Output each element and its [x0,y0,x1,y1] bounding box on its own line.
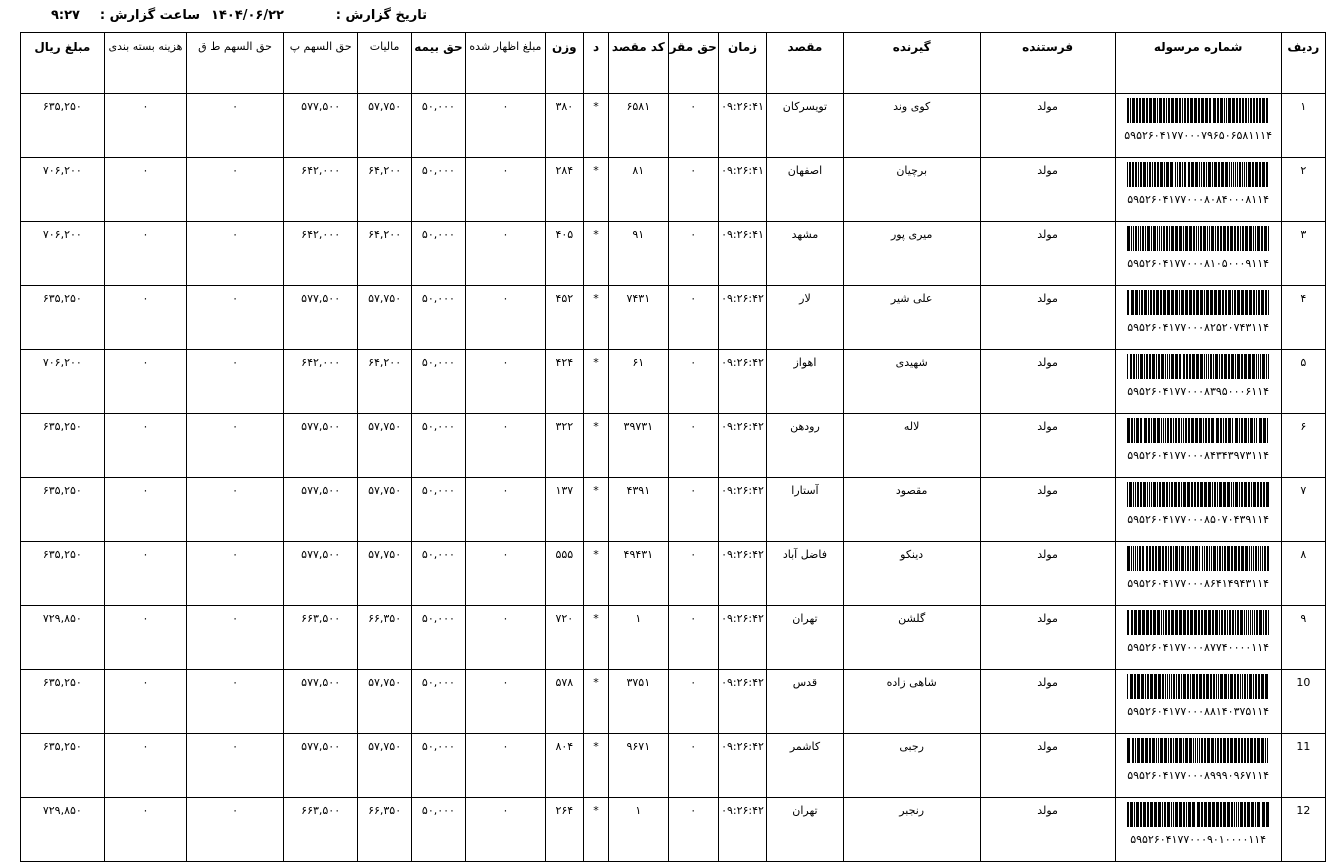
barcode-icon [1127,738,1269,763]
amount-rial: ۷۲۹,۸۵۰ [21,606,105,670]
sender: مولد [980,286,1115,350]
time: ۰۹:۲۶:۴۲ [718,734,766,798]
row-index: ۳ [1281,222,1325,286]
amount-rial: ۶۳۵,۲۵۰ [21,94,105,158]
destination: لار [767,286,844,350]
destination-code: ۱ [609,606,668,670]
declared-amount: ۰ [466,542,546,606]
receiver: رجبی [843,734,980,798]
sender: مولد [980,94,1115,158]
tracking-cell [1115,798,1281,862]
d-flag: * [583,478,608,542]
row-index: 11 [1281,734,1325,798]
col-header: حق بیمه [411,33,465,94]
row-index: ۴ [1281,286,1325,350]
declared-amount: ۰ [466,414,546,478]
tracking-cell [1115,158,1281,222]
d-flag: * [583,734,608,798]
haq-maqar: ۰ [668,414,718,478]
share-tq: ۰ [187,734,284,798]
tracking-cell [1115,606,1281,670]
weight: ۲۸۴ [545,158,583,222]
haq-maqar: ۰ [668,670,718,734]
share-tq: ۰ [187,798,284,862]
destination: قدس [767,670,844,734]
packing-cost: ۰ [104,734,187,798]
declared-amount: ۰ [466,478,546,542]
table-row [21,798,1326,862]
haq-maqar: ۰ [668,222,718,286]
destination: فاضل آباد [767,542,844,606]
haq-maqar: ۰ [668,158,718,222]
share-p: ۶۴۲,۰۰۰ [283,158,358,222]
d-flag: * [583,606,608,670]
share-tq: ۰ [187,670,284,734]
table-row [21,414,1326,478]
amount-rial: ۶۳۵,۲۵۰ [21,478,105,542]
destination-code: ۱ [609,798,668,862]
packing-cost: ۰ [104,478,187,542]
share-tq: ۰ [187,478,284,542]
share-tq: ۰ [187,350,284,414]
tracking-cell [1115,222,1281,286]
insurance: ۵۰,۰۰۰ [411,350,465,414]
share-p: ۵۷۷,۵۰۰ [283,542,358,606]
share-tq: ۰ [187,286,284,350]
share-p: ۵۷۷,۵۰۰ [283,478,358,542]
table-row [21,350,1326,414]
time: ۰۹:۲۶:۴۲ [718,478,766,542]
receiver: گلشن [843,606,980,670]
barcode-icon [1127,98,1269,123]
destination: تویسرکان [767,94,844,158]
report-date: ۱۴۰۴/۰۶/۲۲ [211,8,284,23]
tracking-number: ۵۹۵۲۶۰۴۱۷۷۰۰۰۷۹۶۵۰۶۵۸۱۱۱۴ [1124,129,1272,142]
packing-cost: ۰ [104,798,187,862]
tracking-number: ۵۹۵۲۶۰۴۱۷۷۰۰۰۸۲۵۲۰۷۴۳۱۱۴ [1127,321,1270,334]
barcode-icon [1127,418,1269,443]
d-flag: * [583,94,608,158]
sender: مولد [980,542,1115,606]
haq-maqar: ۰ [668,478,718,542]
declared-amount: ۰ [466,734,546,798]
tracking-cell [1115,414,1281,478]
insurance: ۵۰,۰۰۰ [411,286,465,350]
amount-rial: ۶۳۵,۲۵۰ [21,286,105,350]
report-time: ۹:۲۷ [50,8,80,23]
receiver: رنجبر [843,798,980,862]
time: ۰۹:۲۶:۴۲ [718,542,766,606]
share-p: ۵۷۷,۵۰۰ [283,670,358,734]
tracking-cell [1115,734,1281,798]
receiver: شاهی زاده [843,670,980,734]
destination: تهران [767,798,844,862]
insurance: ۵۰,۰۰۰ [411,542,465,606]
packing-cost: ۰ [104,222,187,286]
destination-code: ۹۶۷۱ [609,734,668,798]
destination: کاشمر [767,734,844,798]
amount-rial: ۶۳۵,۲۵۰ [21,734,105,798]
destination-code: ۶۵۸۱ [609,94,668,158]
declared-amount: ۰ [466,94,546,158]
tracking-number: ۵۹۵۲۶۰۴۱۷۷۰۰۰۸۰۸۴۰۰۰۸۱۱۴ [1127,193,1270,206]
weight: ۵۵۵ [545,542,583,606]
tax: ۵۷,۷۵۰ [358,670,411,734]
destination: آستارا [767,478,844,542]
row-index: ۷ [1281,478,1325,542]
weight: ۷۲۰ [545,606,583,670]
share-p: ۶۴۲,۰۰۰ [283,350,358,414]
share-tq: ۰ [187,158,284,222]
packing-cost: ۰ [104,94,187,158]
declared-amount: ۰ [466,222,546,286]
d-flag: * [583,286,608,350]
packing-cost: ۰ [104,542,187,606]
time: ۰۹:۲۶:۴۱ [718,222,766,286]
declared-amount: ۰ [466,286,546,350]
tax: ۵۷,۷۵۰ [358,542,411,606]
tax: ۵۷,۷۵۰ [358,478,411,542]
barcode-icon [1127,354,1269,379]
barcode-icon [1127,290,1269,315]
insurance: ۵۰,۰۰۰ [411,158,465,222]
time: ۰۹:۲۶:۴۲ [718,350,766,414]
share-tq: ۰ [187,222,284,286]
receiver: برچیان [843,158,980,222]
col-header: فرستنده [980,33,1115,94]
declared-amount: ۰ [466,606,546,670]
haq-maqar: ۰ [668,94,718,158]
share-p: ۶۶۳,۵۰۰ [283,798,358,862]
share-tq: ۰ [187,414,284,478]
tracking-number: ۵۹۵۲۶۰۴۱۷۷۰۰۰۸۹۹۹۰۹۶۷۱۱۴ [1127,769,1270,782]
insurance: ۵۰,۰۰۰ [411,222,465,286]
declared-amount: ۰ [466,350,546,414]
tracking-number: ۵۹۵۲۶۰۴۱۷۷۰۰۰۹۰۱۰۰۰۰۱۱۴ [1130,833,1267,846]
share-p: ۵۷۷,۵۰۰ [283,286,358,350]
weight: ۳۲۲ [545,414,583,478]
col-header: مبلغ ریال [21,33,105,94]
destination: رودهن [767,414,844,478]
col-header: د [583,33,608,94]
d-flag: * [583,414,608,478]
tracking-cell [1115,94,1281,158]
haq-maqar: ۰ [668,606,718,670]
destination-code: ۴۳۹۱ [609,478,668,542]
amount-rial: ۶۳۵,۲۵۰ [21,542,105,606]
insurance: ۵۰,۰۰۰ [411,606,465,670]
table-header-row [21,33,1326,94]
shipments-table [20,32,1326,862]
insurance: ۵۰,۰۰۰ [411,798,465,862]
barcode-icon [1127,162,1269,187]
col-header: زمان [718,33,766,94]
tax: ۵۷,۷۵۰ [358,286,411,350]
amount-rial: ۷۲۹,۸۵۰ [21,798,105,862]
tax: ۶۶,۳۵۰ [358,606,411,670]
col-header: وزن [545,33,583,94]
insurance: ۵۰,۰۰۰ [411,478,465,542]
sender: مولد [980,798,1115,862]
share-p: ۶۴۲,۰۰۰ [283,222,358,286]
weight: ۴۵۲ [545,286,583,350]
weight: ۲۶۴ [545,798,583,862]
time: ۰۹:۲۶:۴۱ [718,94,766,158]
insurance: ۵۰,۰۰۰ [411,734,465,798]
amount-rial: ۷۰۶,۲۰۰ [21,222,105,286]
tax: ۵۷,۷۵۰ [358,94,411,158]
share-p: ۵۷۷,۵۰۰ [283,414,358,478]
sender: مولد [980,350,1115,414]
tracking-number: ۵۹۵۲۶۰۴۱۷۷۰۰۰۸۷۷۴۰۰۰۰۱۱۴ [1127,641,1270,654]
weight: ۱۳۷ [545,478,583,542]
declared-amount: ۰ [466,798,546,862]
haq-maqar: ۰ [668,734,718,798]
barcode-icon [1127,226,1269,251]
tax: ۶۶,۳۵۰ [358,798,411,862]
tracking-number: ۵۹۵۲۶۰۴۱۷۷۰۰۰۸۱۰۵۰۰۰۹۱۱۴ [1127,257,1270,270]
row-index: 10 [1281,670,1325,734]
row-index: ۸ [1281,542,1325,606]
declared-amount: ۰ [466,158,546,222]
d-flag: * [583,222,608,286]
col-header: مالیات [358,33,411,94]
weight: ۴۰۵ [545,222,583,286]
sender: مولد [980,158,1115,222]
time: ۰۹:۲۶:۴۲ [718,670,766,734]
time: ۰۹:۲۶:۴۲ [718,286,766,350]
destination-code: ۹۱ [609,222,668,286]
sender: مولد [980,606,1115,670]
share-tq: ۰ [187,606,284,670]
col-header: حق السهم ط ق [187,33,284,94]
col-header: حق السهم پ [283,33,358,94]
tracking-number: ۵۹۵۲۶۰۴۱۷۷۰۰۰۸۳۹۵۰۰۰۶۱۱۴ [1127,385,1270,398]
col-header: ردیف [1281,33,1325,94]
table-row [21,670,1326,734]
insurance: ۵۰,۰۰۰ [411,94,465,158]
share-p: ۵۷۷,۵۰۰ [283,734,358,798]
tracking-cell [1115,350,1281,414]
packing-cost: ۰ [104,158,187,222]
table-row [21,606,1326,670]
packing-cost: ۰ [104,350,187,414]
share-tq: ۰ [187,94,284,158]
barcode-icon [1127,674,1269,699]
row-index: ۶ [1281,414,1325,478]
packing-cost: ۰ [104,670,187,734]
receiver: لاله [843,414,980,478]
table-row [21,158,1326,222]
tracking-cell [1115,670,1281,734]
tracking-number: ۵۹۵۲۶۰۴۱۷۷۰۰۰۸۵۰۷۰۴۳۹۱۱۴ [1127,513,1270,526]
destination: تهران [767,606,844,670]
sender: مولد [980,734,1115,798]
receiver: شهیدی [843,350,980,414]
amount-rial: ۶۳۵,۲۵۰ [21,670,105,734]
table-row [21,94,1326,158]
col-header: کد مقصد [609,33,668,94]
row-index: ۲ [1281,158,1325,222]
tax: ۵۷,۷۵۰ [358,734,411,798]
weight: ۵۷۸ [545,670,583,734]
receiver: میری پور [843,222,980,286]
destination-code: ۴۹۴۳۱ [609,542,668,606]
packing-cost: ۰ [104,286,187,350]
share-p: ۵۷۷,۵۰۰ [283,94,358,158]
sender: مولد [980,222,1115,286]
receiver: مقصود [843,478,980,542]
time: ۰۹:۲۶:۴۱ [718,158,766,222]
receiver: علی شیر [843,286,980,350]
declared-amount: ۰ [466,670,546,734]
row-index: ۱ [1281,94,1325,158]
col-header: مقصد [767,33,844,94]
d-flag: * [583,670,608,734]
destination: اصفهان [767,158,844,222]
col-header: گیرنده [843,33,980,94]
row-index: ۵ [1281,350,1325,414]
destination-code: ۶۱ [609,350,668,414]
tracking-number: ۵۹۵۲۶۰۴۱۷۷۰۰۰۸۴۳۴۳۹۷۳۱۱۴ [1127,449,1270,462]
d-flag: * [583,350,608,414]
table-row [21,286,1326,350]
weight: ۴۲۴ [545,350,583,414]
sender: مولد [980,478,1115,542]
insurance: ۵۰,۰۰۰ [411,670,465,734]
barcode-icon [1127,482,1269,507]
tracking-cell [1115,478,1281,542]
barcode-icon [1127,546,1269,571]
d-flag: * [583,798,608,862]
receiver: کوی وند [843,94,980,158]
haq-maqar: ۰ [668,798,718,862]
table-row [21,734,1326,798]
amount-rial: ۷۰۶,۲۰۰ [21,158,105,222]
haq-maqar: ۰ [668,350,718,414]
report-date-label: تاریخ گزارش : [335,8,427,23]
tax: ۶۴,۲۰۰ [358,158,411,222]
haq-maqar: ۰ [668,542,718,606]
destination: اهواز [767,350,844,414]
amount-rial: ۷۰۶,۲۰۰ [21,350,105,414]
sender: مولد [980,414,1115,478]
time: ۰۹:۲۶:۴۲ [718,414,766,478]
col-header: حق مقر [668,33,718,94]
col-header: مبلغ اظهار شده [466,33,546,94]
receiver: دینکو [843,542,980,606]
share-tq: ۰ [187,542,284,606]
d-flag: * [583,158,608,222]
tax: ۵۷,۷۵۰ [358,414,411,478]
row-index: 12 [1281,798,1325,862]
weight: ۸۰۴ [545,734,583,798]
destination: مشهد [767,222,844,286]
col-header: شماره مرسوله [1115,33,1281,94]
d-flag: * [583,542,608,606]
sender: مولد [980,670,1115,734]
tax: ۶۴,۲۰۰ [358,222,411,286]
table-row [21,222,1326,286]
haq-maqar: ۰ [668,286,718,350]
col-header: هزینه بسته بندی [104,33,187,94]
packing-cost: ۰ [104,414,187,478]
destination-code: ۳۷۵۱ [609,670,668,734]
row-index: ۹ [1281,606,1325,670]
amount-rial: ۶۳۵,۲۵۰ [21,414,105,478]
table-row [21,542,1326,606]
insurance: ۵۰,۰۰۰ [411,414,465,478]
packing-cost: ۰ [104,606,187,670]
report-time-label: ساعت گزارش : [99,8,200,23]
destination-code: ۳۹۷۳۱ [609,414,668,478]
weight: ۳۸۰ [545,94,583,158]
destination-code: ۷۴۳۱ [609,286,668,350]
destination-code: ۸۱ [609,158,668,222]
time: ۰۹:۲۶:۴۲ [718,606,766,670]
tracking-cell [1115,286,1281,350]
table-row [21,478,1326,542]
barcode-icon [1127,610,1269,635]
barcode-icon [1127,802,1269,827]
report-header [0,8,1342,28]
tracking-number: ۵۹۵۲۶۰۴۱۷۷۰۰۰۸۶۴۱۴۹۴۳۱۱۴ [1127,577,1270,590]
time: ۰۹:۲۶:۴۲ [718,798,766,862]
share-p: ۶۶۳,۵۰۰ [283,606,358,670]
tracking-number: ۵۹۵۲۶۰۴۱۷۷۰۰۰۸۸۱۴۰۳۷۵۱۱۴ [1127,705,1270,718]
tracking-cell [1115,542,1281,606]
tax: ۶۴,۲۰۰ [358,350,411,414]
